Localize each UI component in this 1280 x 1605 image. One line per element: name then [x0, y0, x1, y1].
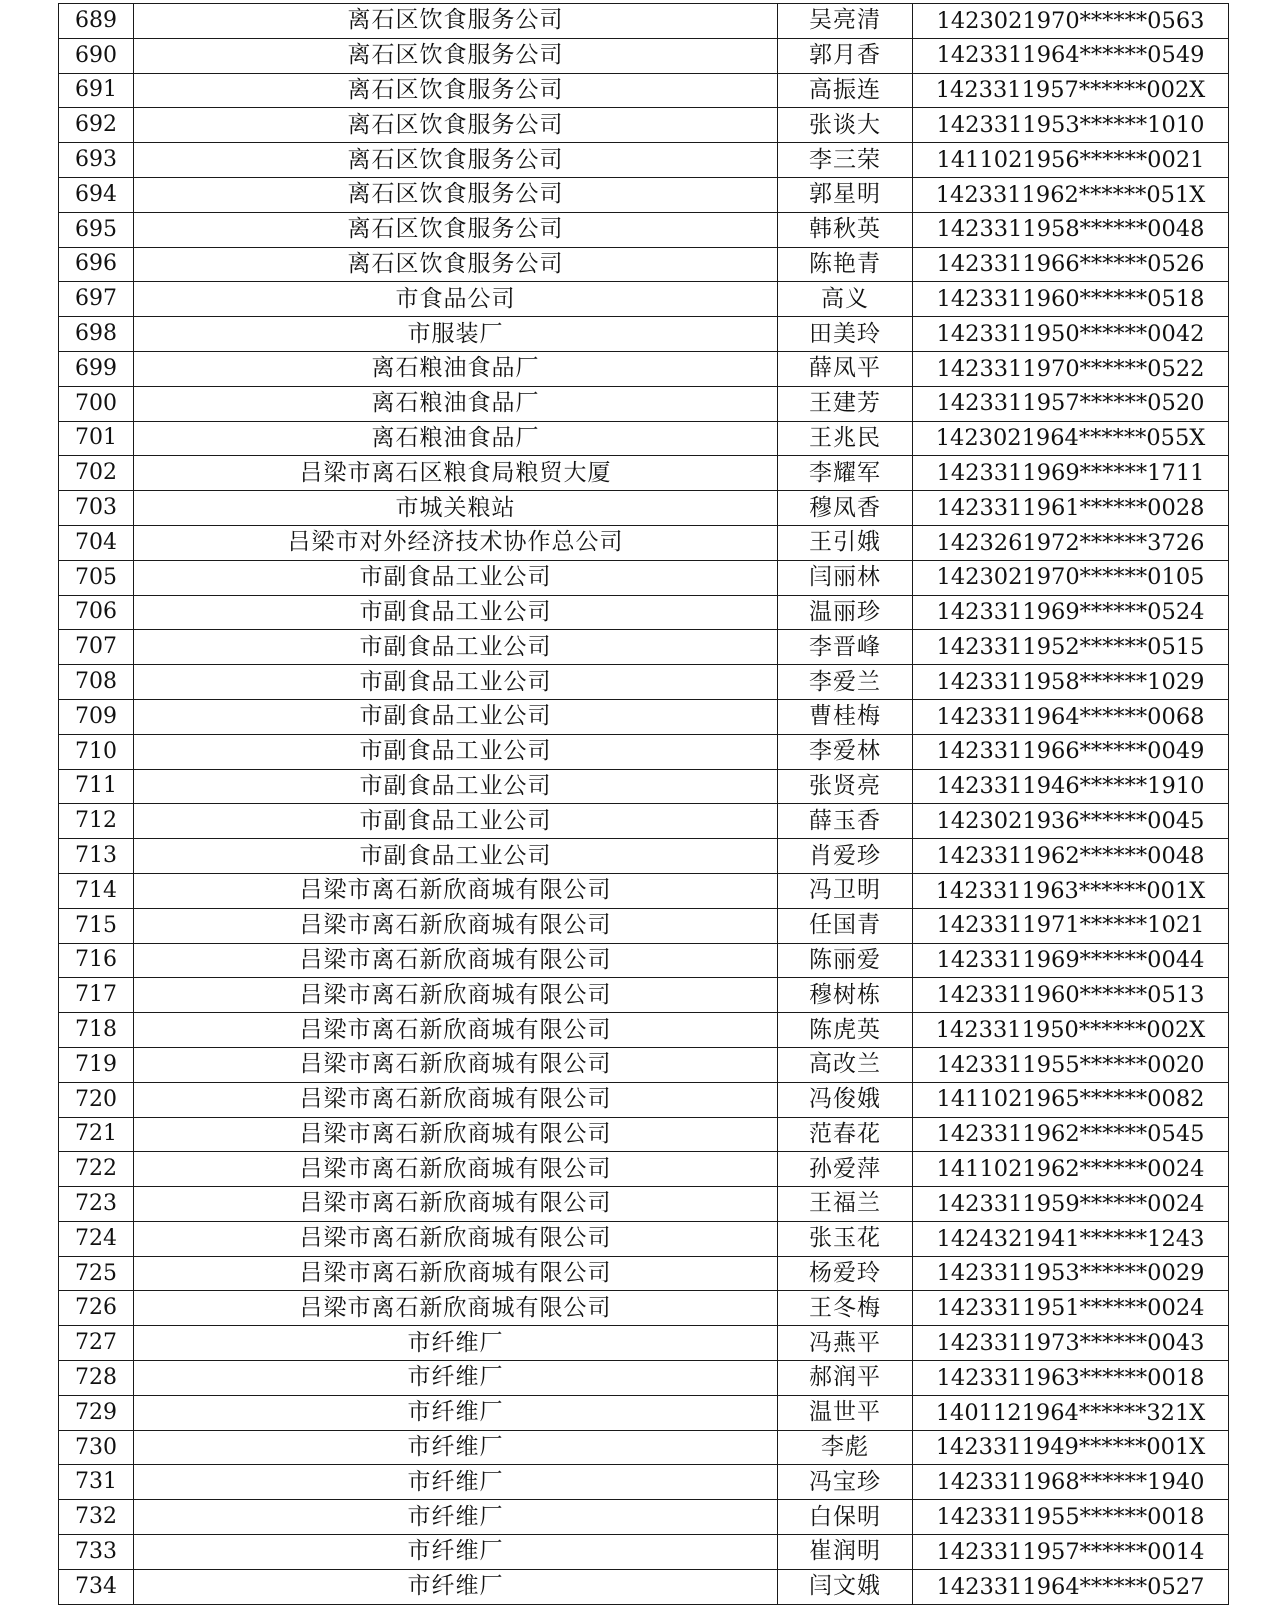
row-number-cell: 720 — [59, 1082, 134, 1117]
person-name-cell: 冯燕平 — [778, 1326, 913, 1361]
row-number-cell: 731 — [59, 1465, 134, 1500]
id-number-cell: 1423311955******0020 — [913, 1047, 1229, 1082]
id-number-cell: 1423311946******1910 — [913, 769, 1229, 804]
table-row — [59, 734, 1229, 769]
table-row — [59, 1013, 1229, 1048]
row-number-cell: 724 — [59, 1221, 134, 1256]
id-number-cell: 1423311959******0024 — [913, 1187, 1229, 1222]
row-number-cell: 727 — [59, 1326, 134, 1361]
work-unit-cell: 离石区饮食服务公司 — [134, 4, 778, 39]
row-number-cell: 706 — [59, 595, 134, 630]
person-name-cell: 王引娥 — [778, 525, 913, 560]
person-name-cell: 田美玲 — [778, 317, 913, 352]
person-name-cell: 高改兰 — [778, 1047, 913, 1082]
work-unit-cell: 吕梁市离石区粮食局粮贸大厦 — [134, 456, 778, 491]
person-name-cell: 李耀军 — [778, 456, 913, 491]
table-row — [59, 873, 1229, 908]
work-unit-cell: 市纤维厂 — [134, 1535, 778, 1570]
person-name-cell: 张谈大 — [778, 108, 913, 143]
row-number-cell: 722 — [59, 1152, 134, 1187]
work-unit-cell: 市纤维厂 — [134, 1569, 778, 1604]
table-row — [59, 143, 1229, 178]
work-unit-cell: 吕梁市离石新欣商城有限公司 — [134, 978, 778, 1013]
person-name-cell: 薛凤平 — [778, 351, 913, 386]
person-name-cell: 王福兰 — [778, 1187, 913, 1222]
work-unit-cell: 市服装厂 — [134, 317, 778, 352]
table-row — [59, 1221, 1229, 1256]
row-number-cell: 733 — [59, 1535, 134, 1570]
table-row — [59, 804, 1229, 839]
id-number-cell: 1423311962******0545 — [913, 1117, 1229, 1152]
person-name-cell: 崔润明 — [778, 1535, 913, 1570]
row-number-cell: 690 — [59, 38, 134, 73]
row-number-cell: 697 — [59, 282, 134, 317]
table-row — [59, 456, 1229, 491]
table-row — [59, 630, 1229, 665]
id-number-cell: 1423021970******0105 — [913, 560, 1229, 595]
id-number-cell: 1423261972******3726 — [913, 525, 1229, 560]
id-number-cell: 1423311964******0068 — [913, 699, 1229, 734]
row-number-cell: 723 — [59, 1187, 134, 1222]
row-number-cell: 702 — [59, 456, 134, 491]
id-number-cell: 1423311953******0029 — [913, 1256, 1229, 1291]
work-unit-cell: 吕梁市离石新欣商城有限公司 — [134, 1082, 778, 1117]
id-number-cell: 1423311964******0527 — [913, 1569, 1229, 1604]
id-number-cell: 1423311969******0044 — [913, 943, 1229, 978]
person-name-cell: 曹桂梅 — [778, 699, 913, 734]
table-row — [59, 1500, 1229, 1535]
table-row — [59, 839, 1229, 874]
id-number-cell: 1423311964******0549 — [913, 38, 1229, 73]
work-unit-cell: 市副食品工业公司 — [134, 595, 778, 630]
person-name-cell: 张玉花 — [778, 1221, 913, 1256]
table-row — [59, 1569, 1229, 1604]
row-number-cell: 709 — [59, 699, 134, 734]
person-name-cell: 温世平 — [778, 1395, 913, 1430]
person-name-cell: 孙爱萍 — [778, 1152, 913, 1187]
table-row — [59, 282, 1229, 317]
work-unit-cell: 吕梁市离石新欣商城有限公司 — [134, 1221, 778, 1256]
person-name-cell: 李晋峰 — [778, 630, 913, 665]
row-number-cell: 705 — [59, 560, 134, 595]
work-unit-cell: 吕梁市离石新欣商城有限公司 — [134, 1152, 778, 1187]
person-name-cell: 闫文娥 — [778, 1569, 913, 1604]
id-number-cell: 1423311962******051X — [913, 177, 1229, 212]
work-unit-cell: 吕梁市离石新欣商城有限公司 — [134, 1256, 778, 1291]
id-number-cell: 1423311957******002X — [913, 73, 1229, 108]
id-number-cell: 1423311971******1021 — [913, 908, 1229, 943]
work-unit-cell: 吕梁市离石新欣商城有限公司 — [134, 943, 778, 978]
person-name-cell: 郝润平 — [778, 1361, 913, 1396]
person-name-cell: 高义 — [778, 282, 913, 317]
work-unit-cell: 离石区饮食服务公司 — [134, 108, 778, 143]
work-unit-cell: 市副食品工业公司 — [134, 560, 778, 595]
id-number-cell: 1423311960******0513 — [913, 978, 1229, 1013]
row-number-cell: 695 — [59, 212, 134, 247]
table-row — [59, 491, 1229, 526]
work-unit-cell: 离石区饮食服务公司 — [134, 177, 778, 212]
row-number-cell: 710 — [59, 734, 134, 769]
id-number-cell: 1423311957******0520 — [913, 386, 1229, 421]
work-unit-cell: 吕梁市离石新欣商城有限公司 — [134, 1187, 778, 1222]
work-unit-cell: 离石区饮食服务公司 — [134, 247, 778, 282]
row-number-cell: 711 — [59, 769, 134, 804]
person-name-cell: 郭月香 — [778, 38, 913, 73]
person-name-cell: 白保明 — [778, 1500, 913, 1535]
table-row — [59, 247, 1229, 282]
row-number-cell: 728 — [59, 1361, 134, 1396]
table-row — [59, 1117, 1229, 1152]
table-row — [59, 665, 1229, 700]
work-unit-cell: 市纤维厂 — [134, 1465, 778, 1500]
row-number-cell: 726 — [59, 1291, 134, 1326]
person-name-cell: 李彪 — [778, 1430, 913, 1465]
row-number-cell: 716 — [59, 943, 134, 978]
work-unit-cell: 市纤维厂 — [134, 1326, 778, 1361]
table-row — [59, 386, 1229, 421]
person-name-cell: 陈虎英 — [778, 1013, 913, 1048]
table-row — [59, 595, 1229, 630]
work-unit-cell: 市食品公司 — [134, 282, 778, 317]
table-row — [59, 1535, 1229, 1570]
id-number-cell: 1411021956******0021 — [913, 143, 1229, 178]
work-unit-cell: 离石区饮食服务公司 — [134, 73, 778, 108]
table-row — [59, 1187, 1229, 1222]
person-name-cell: 杨爱玲 — [778, 1256, 913, 1291]
table-row — [59, 1047, 1229, 1082]
table-row — [59, 1152, 1229, 1187]
row-number-cell: 699 — [59, 351, 134, 386]
table-row — [59, 317, 1229, 352]
row-number-cell: 694 — [59, 177, 134, 212]
person-name-cell: 李三荣 — [778, 143, 913, 178]
row-number-cell: 708 — [59, 665, 134, 700]
person-name-cell: 薛玉香 — [778, 804, 913, 839]
id-number-cell: 1423311961******0028 — [913, 491, 1229, 526]
table-row — [59, 699, 1229, 734]
person-name-cell: 高振连 — [778, 73, 913, 108]
row-number-cell: 718 — [59, 1013, 134, 1048]
table-row — [59, 769, 1229, 804]
person-name-cell: 任国青 — [778, 908, 913, 943]
person-name-cell: 闫丽林 — [778, 560, 913, 595]
id-number-cell: 1423311958******0048 — [913, 212, 1229, 247]
table-row — [59, 108, 1229, 143]
work-unit-cell: 市纤维厂 — [134, 1395, 778, 1430]
id-number-cell: 1423311949******001X — [913, 1430, 1229, 1465]
roster-table-body — [59, 4, 1229, 1605]
person-name-cell: 韩秋英 — [778, 212, 913, 247]
work-unit-cell: 市副食品工业公司 — [134, 734, 778, 769]
table-row — [59, 1395, 1229, 1430]
id-number-cell: 1423311958******1029 — [913, 665, 1229, 700]
table-row — [59, 1430, 1229, 1465]
table-row — [59, 978, 1229, 1013]
row-number-cell: 725 — [59, 1256, 134, 1291]
row-number-cell: 698 — [59, 317, 134, 352]
person-name-cell: 李爱林 — [778, 734, 913, 769]
table-row — [59, 1256, 1229, 1291]
row-number-cell: 696 — [59, 247, 134, 282]
id-number-cell: 1423311966******0526 — [913, 247, 1229, 282]
table-row — [59, 351, 1229, 386]
id-number-cell: 1411021962******0024 — [913, 1152, 1229, 1187]
work-unit-cell: 市副食品工业公司 — [134, 769, 778, 804]
person-name-cell: 冯卫明 — [778, 873, 913, 908]
table-row — [59, 1291, 1229, 1326]
work-unit-cell: 市副食品工业公司 — [134, 699, 778, 734]
person-name-cell: 穆树栋 — [778, 978, 913, 1013]
id-number-cell: 1423311957******0014 — [913, 1535, 1229, 1570]
work-unit-cell: 离石区饮食服务公司 — [134, 212, 778, 247]
row-number-cell: 713 — [59, 839, 134, 874]
work-unit-cell: 吕梁市离石新欣商城有限公司 — [134, 873, 778, 908]
person-name-cell: 肖爱珍 — [778, 839, 913, 874]
table-row — [59, 4, 1229, 39]
table-row — [59, 1326, 1229, 1361]
table-row — [59, 1082, 1229, 1117]
work-unit-cell: 吕梁市离石新欣商城有限公司 — [134, 1291, 778, 1326]
row-number-cell: 689 — [59, 4, 134, 39]
work-unit-cell: 吕梁市对外经济技术协作总公司 — [134, 525, 778, 560]
id-number-cell: 1423311973******0043 — [913, 1326, 1229, 1361]
row-number-cell: 717 — [59, 978, 134, 1013]
id-number-cell: 1423311950******002X — [913, 1013, 1229, 1048]
table-row — [59, 73, 1229, 108]
work-unit-cell: 市副食品工业公司 — [134, 839, 778, 874]
work-unit-cell: 市纤维厂 — [134, 1430, 778, 1465]
work-unit-cell: 市副食品工业公司 — [134, 804, 778, 839]
person-name-cell: 王建芳 — [778, 386, 913, 421]
row-number-cell: 691 — [59, 73, 134, 108]
person-name-cell: 范春花 — [778, 1117, 913, 1152]
work-unit-cell: 市副食品工业公司 — [134, 665, 778, 700]
id-number-cell: 1423311968******1940 — [913, 1465, 1229, 1500]
row-number-cell: 734 — [59, 1569, 134, 1604]
work-unit-cell: 离石区饮食服务公司 — [134, 143, 778, 178]
table-row — [59, 943, 1229, 978]
id-number-cell: 1423311969******0524 — [913, 595, 1229, 630]
person-name-cell: 李爱兰 — [778, 665, 913, 700]
row-number-cell: 707 — [59, 630, 134, 665]
id-number-cell: 1423311955******0018 — [913, 1500, 1229, 1535]
person-name-cell: 王兆民 — [778, 421, 913, 456]
person-name-cell: 温丽珍 — [778, 595, 913, 630]
work-unit-cell: 市城关粮站 — [134, 491, 778, 526]
table-row — [59, 1465, 1229, 1500]
row-number-cell: 721 — [59, 1117, 134, 1152]
work-unit-cell: 吕梁市离石新欣商城有限公司 — [134, 1013, 778, 1048]
table-row — [59, 421, 1229, 456]
person-name-cell: 陈艳青 — [778, 247, 913, 282]
work-unit-cell: 吕梁市离石新欣商城有限公司 — [134, 1117, 778, 1152]
person-name-cell: 冯俊娥 — [778, 1082, 913, 1117]
table-row — [59, 525, 1229, 560]
row-number-cell: 715 — [59, 908, 134, 943]
id-number-cell: 1423021970******0563 — [913, 4, 1229, 39]
row-number-cell: 700 — [59, 386, 134, 421]
work-unit-cell: 吕梁市离石新欣商城有限公司 — [134, 1047, 778, 1082]
row-number-cell: 732 — [59, 1500, 134, 1535]
person-name-cell: 郭星明 — [778, 177, 913, 212]
person-name-cell: 冯宝珍 — [778, 1465, 913, 1500]
person-name-cell: 穆凤香 — [778, 491, 913, 526]
id-number-cell: 1423311969******1711 — [913, 456, 1229, 491]
row-number-cell: 712 — [59, 804, 134, 839]
id-number-cell: 1401121964******321X — [913, 1395, 1229, 1430]
id-number-cell: 1423311953******1010 — [913, 108, 1229, 143]
row-number-cell: 729 — [59, 1395, 134, 1430]
table-row — [59, 38, 1229, 73]
id-number-cell: 1423311960******0518 — [913, 282, 1229, 317]
work-unit-cell: 吕梁市离石新欣商城有限公司 — [134, 908, 778, 943]
table-row — [59, 560, 1229, 595]
table-row — [59, 908, 1229, 943]
row-number-cell: 692 — [59, 108, 134, 143]
person-name-cell: 吴亮清 — [778, 4, 913, 39]
id-number-cell: 1423311951******0024 — [913, 1291, 1229, 1326]
id-number-cell: 1423311962******0048 — [913, 839, 1229, 874]
table-row — [59, 1361, 1229, 1396]
row-number-cell: 704 — [59, 525, 134, 560]
row-number-cell: 703 — [59, 491, 134, 526]
work-unit-cell: 离石区饮食服务公司 — [134, 38, 778, 73]
work-unit-cell: 市纤维厂 — [134, 1361, 778, 1396]
work-unit-cell: 市纤维厂 — [134, 1500, 778, 1535]
row-number-cell: 719 — [59, 1047, 134, 1082]
person-name-cell: 张贤亮 — [778, 769, 913, 804]
work-unit-cell: 离石粮油食品厂 — [134, 421, 778, 456]
id-number-cell: 1423311963******001X — [913, 873, 1229, 908]
roster-table — [58, 3, 1229, 1605]
work-unit-cell: 离石粮油食品厂 — [134, 386, 778, 421]
person-name-cell: 陈丽爱 — [778, 943, 913, 978]
row-number-cell: 693 — [59, 143, 134, 178]
person-name-cell: 王冬梅 — [778, 1291, 913, 1326]
id-number-cell: 1423311952******0515 — [913, 630, 1229, 665]
table-row — [59, 212, 1229, 247]
work-unit-cell: 离石粮油食品厂 — [134, 351, 778, 386]
id-number-cell: 1423021936******0045 — [913, 804, 1229, 839]
work-unit-cell: 市副食品工业公司 — [134, 630, 778, 665]
id-number-cell: 1423311963******0018 — [913, 1361, 1229, 1396]
row-number-cell: 730 — [59, 1430, 134, 1465]
id-number-cell: 1423311970******0522 — [913, 351, 1229, 386]
id-number-cell: 1411021965******0082 — [913, 1082, 1229, 1117]
table-row — [59, 177, 1229, 212]
id-number-cell: 1423021964******055X — [913, 421, 1229, 456]
row-number-cell: 714 — [59, 873, 134, 908]
id-number-cell: 1423311950******0042 — [913, 317, 1229, 352]
row-number-cell: 701 — [59, 421, 134, 456]
id-number-cell: 1423311966******0049 — [913, 734, 1229, 769]
id-number-cell: 1424321941******1243 — [913, 1221, 1229, 1256]
